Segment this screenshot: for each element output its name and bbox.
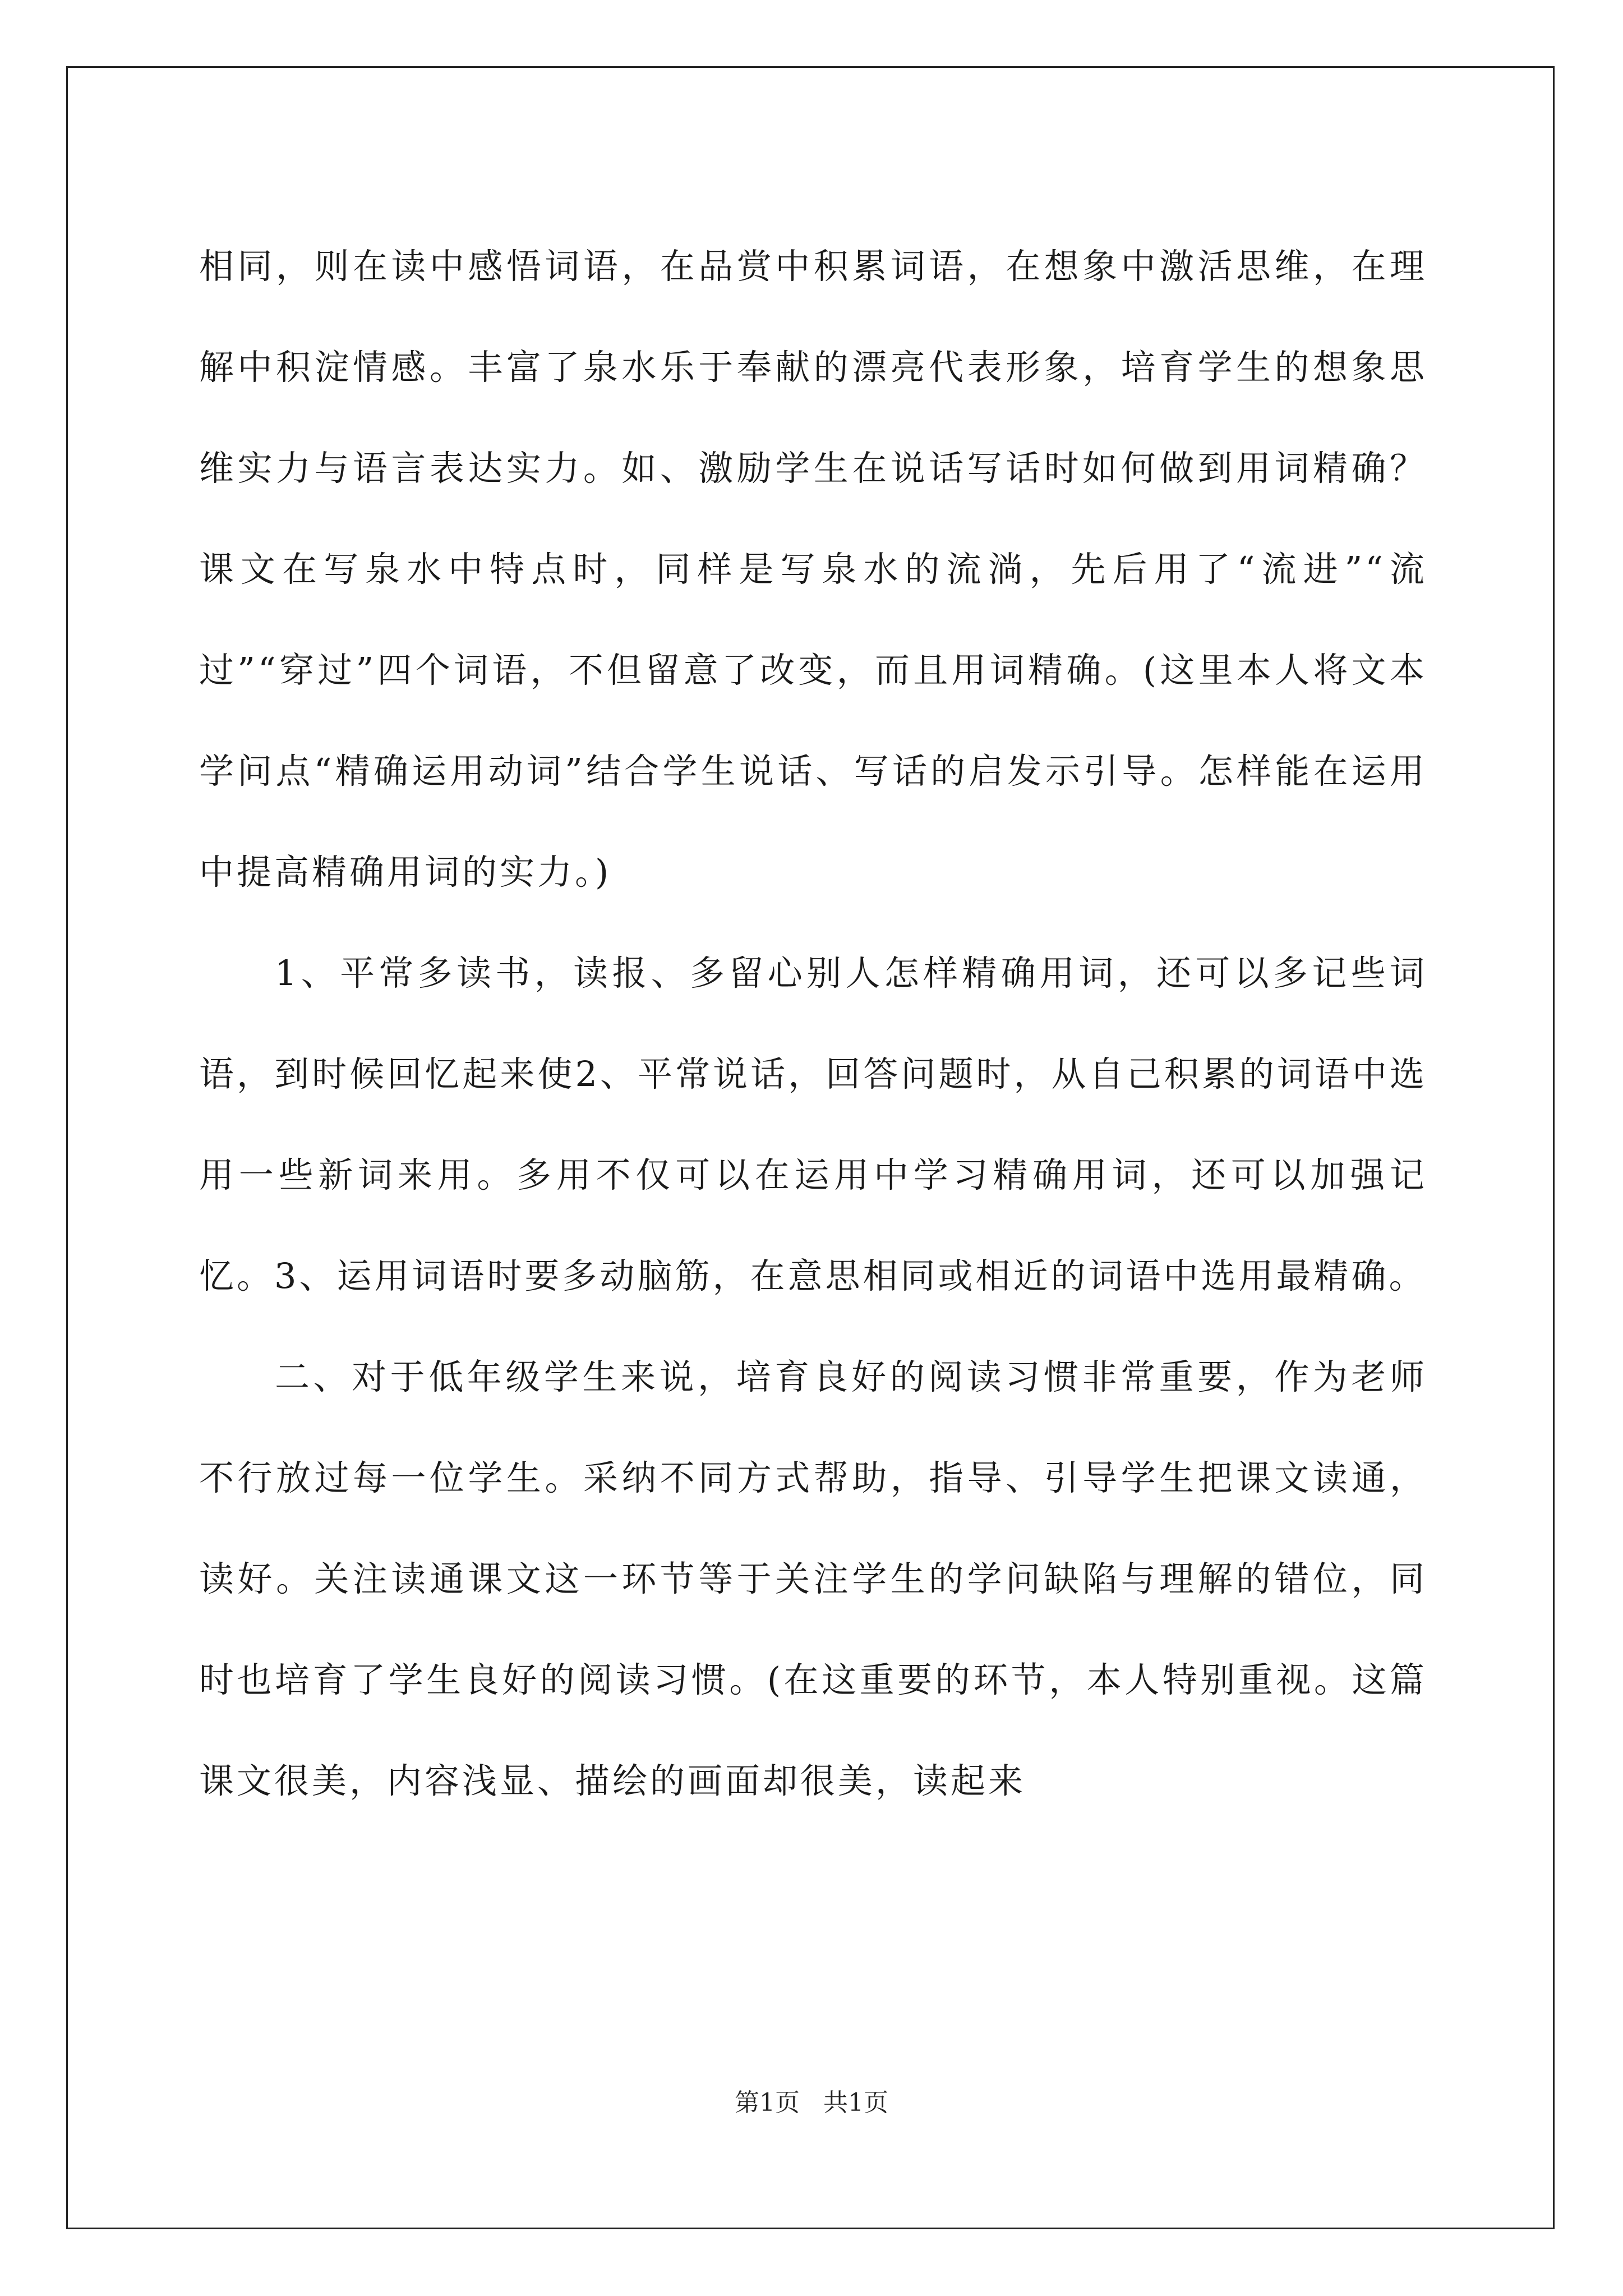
page-number: 第1页 [735,2088,800,2117]
page-total: 共1页 [823,2088,888,2117]
paragraph-continuation: 相同，则在读中感悟词语，在品赏中积累词语，在想象中激活思维，在理解中积淀情感。丰富了泉水乐于奉献的漂亮代表形象，培育学生的想象思维实力与语言表达实力。如、激励学生在说话写话时如何做到用词精确？课文在写泉水中特点时，同样是写泉水的流淌，先后用了“流进”“流过”“穿过”四个词语，不但留意了改变，而且用词精确。(这里本人将文本学问点“精确运用动词”结合学生说话、写话的启发示引导。怎样能在运用中提高精确用词的实力。) [199,246,1427,892]
document-body [199,216,1427,1832]
paragraph-reading-habits: 二、对于低年级学生来说，培育良好的阅读习惯非常重要，作为老师不行放过每一位学生。采纳不同方式帮助，指导、引导学生把课文读通，读好。关注读通课文这一环节等于关注学生的学问缺陷与理解的错位，同时也培育了学生良好的阅读习惯。(在这重要的环节，本人特别重视。这篇课文很美，内容浅显、描绘的画面却很美，读起来 [199,1356,1427,1801]
paragraph-tips: 1、平常多读书，读报、多留心别人怎样精确用词，还可以多记些词语，到时候回忆起来使2、平常说话，回答问题时，从自己积累的词语中选用一些新词来用。多用不仅可以在运用中学习精确用词，还可以加强记忆。3、运用词语时要多动脑筋，在意思相同或相近的词语中选用最精确。 [199,953,1427,1296]
page-footer [0,2082,1623,2118]
